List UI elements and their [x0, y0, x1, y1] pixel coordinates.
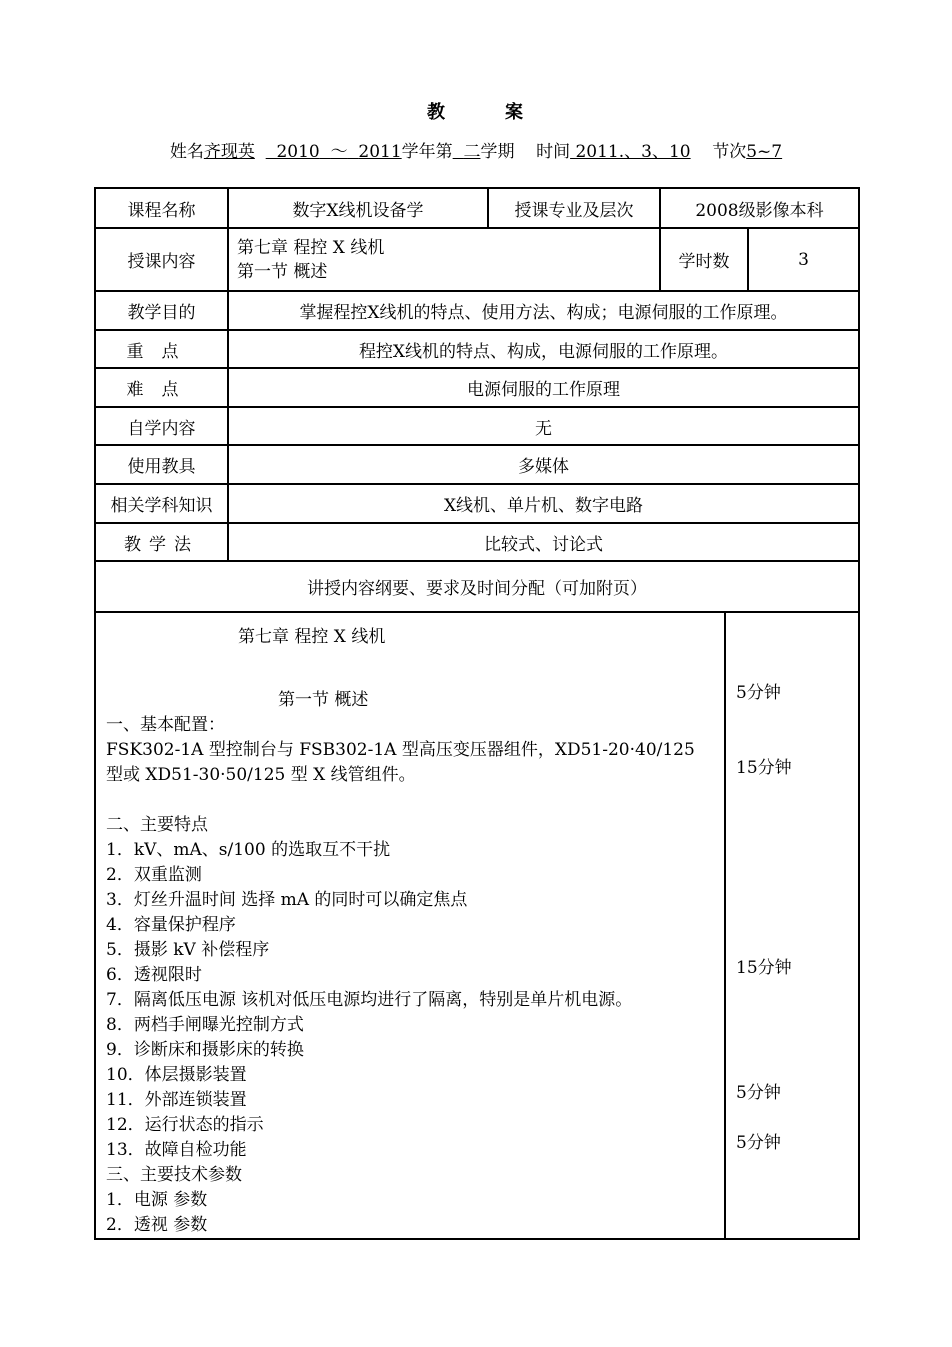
outline-line: 3．灯丝升温时间 选择 mA 的同时可以确定焦点 [106, 890, 468, 910]
time-allocation: 15分钟 [736, 758, 792, 778]
time-allocation: 5分钟 [736, 1083, 781, 1103]
title-char-2: 案 [505, 102, 525, 123]
goal-label: 教学目的 [95, 291, 228, 330]
content-section: 第一节 概述 [237, 261, 328, 282]
outline-chapter-title: 第七章 程控 X 线机 [238, 627, 386, 647]
major-value: 2008级影像本科 [660, 188, 859, 228]
time-allocation-column [725, 612, 859, 1239]
self-study-value: 无 [228, 407, 859, 445]
key-points-value: 程控X线机的特点、构成，电源伺服的工作原理。 [228, 330, 859, 368]
lesson-plan-table [94, 187, 860, 1240]
outline-line: 5．摄影 kV 补偿程序 [106, 940, 270, 960]
method-value: 比较式、讨论式 [228, 523, 859, 561]
outline-line: 10．体层摄影装置 [106, 1065, 247, 1085]
outline-line [106, 788, 718, 813]
hours-value: 3 [748, 228, 859, 291]
name-label: 姓名 [169, 142, 204, 162]
course-name-value: 数字X线机设备学 [228, 188, 488, 228]
content-value [228, 228, 660, 291]
outline-line: 1．kV、mA、s/100 的选取互不干扰 [106, 840, 391, 860]
outline-lines [106, 713, 718, 1238]
tools-value: 多媒体 [228, 445, 859, 484]
difficulty-label: 难点 [95, 368, 228, 407]
outline-line: 三、主要技术参数 [106, 1165, 242, 1185]
outline-line: 二、主要特点 [106, 815, 208, 835]
term-value: 二 [463, 142, 481, 162]
method-label: 教学法 [95, 523, 228, 561]
outline-line: 一、基本配置： [106, 715, 225, 735]
content-label: 授课内容 [95, 228, 228, 291]
outline-line: 2．透视 参数 [106, 1215, 208, 1235]
time-allocation: 5分钟 [736, 1133, 781, 1153]
outline-line: 8．两档手闸曝光控制方式 [106, 1015, 304, 1035]
outline-line: 1．电源 参数 [106, 1190, 208, 1210]
header-info-line [0, 137, 952, 162]
outline-line: 12．运行状态的指示 [106, 1115, 264, 1135]
difficulty-value: 电源伺服的工作原理 [228, 368, 859, 407]
hours-label: 学时数 [660, 228, 748, 291]
time-allocation: 15分钟 [736, 958, 792, 978]
course-name-label: 课程名称 [95, 188, 228, 228]
page-title [0, 98, 952, 124]
outline-line: 9．诊断床和摄影床的转换 [106, 1040, 304, 1060]
time-value: 2011.、3、10 [575, 142, 691, 162]
outline-line: 7．隔离低压电源 该机对低压电源均进行了隔离，特别是单片机电源。 [106, 990, 633, 1010]
year-end: 2011 [358, 142, 402, 162]
outline-header: 讲授内容纲要、要求及时间分配（可加附页） [95, 561, 859, 612]
year-start: 2010 [276, 142, 320, 162]
term-suffix: 学期 [480, 142, 515, 162]
name-value: 齐现英 [203, 142, 255, 162]
time-label: 时间 [536, 142, 571, 162]
outline-line: 11．外部连锁装置 [106, 1090, 247, 1110]
related-knowledge-value: X线机、单片机、数字电路 [228, 484, 859, 523]
year-suffix: 学年第 [401, 142, 453, 162]
period-value: 5~7 [746, 142, 783, 162]
content-chapter: 第七章 程控 X 线机 [237, 237, 385, 258]
self-study-label: 自学内容 [95, 407, 228, 445]
related-knowledge-label: 相关学科知识 [95, 484, 228, 523]
outline-section-title: 第一节 概述 [278, 690, 369, 710]
outline-line: 2．双重监测 [106, 865, 202, 885]
time-allocation: 5分钟 [736, 683, 781, 703]
outline-line: 4．容量保护程序 [106, 915, 236, 935]
outline-line: 6．透视限时 [106, 965, 202, 985]
year-separator: ～ [330, 142, 348, 162]
goal-value: 掌握程控X线机的特点、使用方法、构成；电源伺服的工作原理。 [228, 291, 859, 330]
tools-label: 使用教具 [95, 445, 228, 484]
outline-line: 13．故障自检功能 [106, 1140, 247, 1160]
title-char-1: 教 [427, 102, 447, 123]
outline-content [95, 612, 725, 1239]
period-label: 节次 [712, 142, 747, 162]
outline-line: 型或 XD51-30·50/125 型 X 线管组件。 [106, 765, 416, 785]
outline-line: FSK302-1A 型控制台与 FSB302-1A 型高压变压器组件，XD51-20·40/125 [106, 740, 695, 760]
key-points-label: 重点 [95, 330, 228, 368]
major-label: 授课专业及层次 [488, 188, 660, 228]
